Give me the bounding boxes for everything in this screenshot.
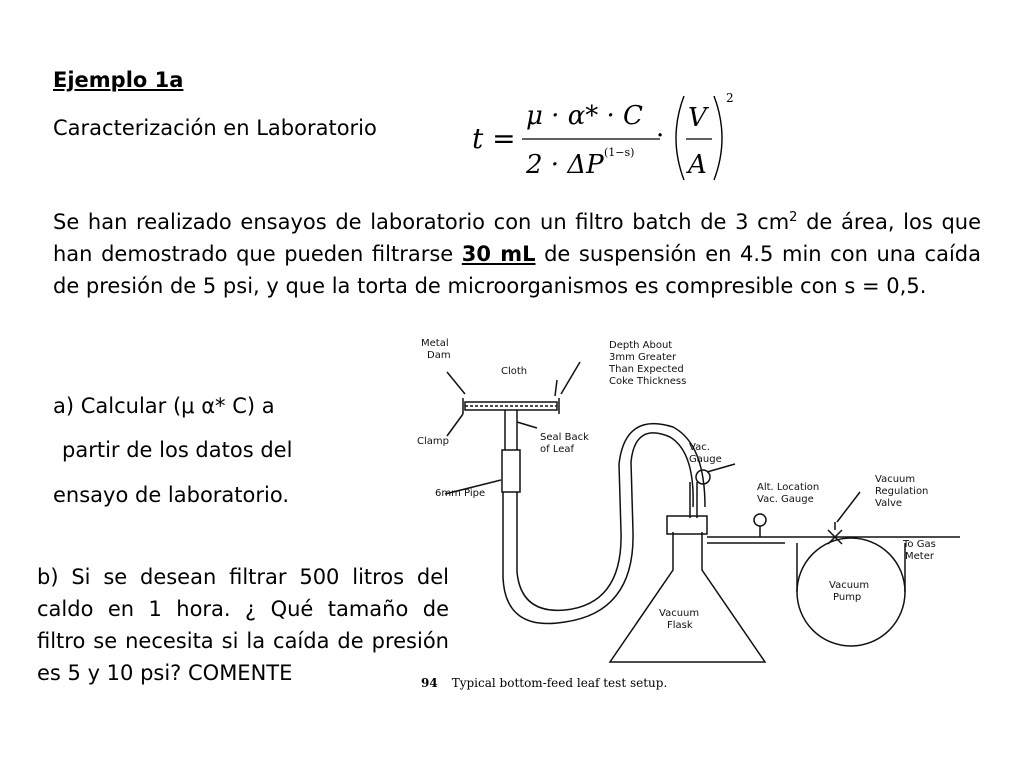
formula-lhs: t = bbox=[472, 122, 516, 155]
label-vac-gauge-1: Vac. bbox=[689, 442, 710, 453]
label-flask-2: Flask bbox=[667, 620, 693, 631]
paragraph-part-3: de suspensión en 4.5 min con una caída de presión de 5 psi, y que la torta de microorganismos es compresible con s = 0,5. bbox=[53, 242, 981, 298]
label-depth-4: Coke Thickness bbox=[609, 376, 687, 387]
example-title: Ejemplo 1a bbox=[53, 68, 184, 92]
label-gas-1: To Gas bbox=[903, 539, 936, 550]
label-seal-2: of Leaf bbox=[540, 444, 575, 455]
label-pipe: 6mm Pipe bbox=[435, 488, 486, 499]
label-reg-1: Vacuum bbox=[875, 474, 916, 485]
label-metal-dam-1: Metal bbox=[421, 338, 449, 349]
subtitle: Caracterización en Laboratorio bbox=[53, 116, 377, 140]
label-cloth: Cloth bbox=[501, 366, 528, 377]
figure-caption bbox=[421, 676, 667, 690]
formula-v: V bbox=[688, 103, 707, 133]
leaf-test-setup-diagram bbox=[405, 332, 965, 677]
question-a-line-3: ensayo de laboratorio. bbox=[53, 483, 290, 507]
formula-a: A bbox=[688, 150, 707, 180]
label-clamp: Clamp bbox=[417, 436, 449, 447]
label-vac-gauge-2: Gauge bbox=[689, 454, 722, 465]
label-seal-1: Seal Back bbox=[540, 432, 589, 443]
paragraph-part-2: de área, los que han demostrado que pueden filtrarse bbox=[53, 210, 982, 266]
label-depth-3: Than Expected bbox=[609, 364, 684, 375]
paragraph-underlined-volume: 30 mL bbox=[461, 242, 536, 266]
figure-number: 94 bbox=[421, 676, 438, 690]
filtration-time-formula bbox=[470, 88, 750, 188]
formula-numerator: μ · α* · C bbox=[526, 101, 643, 131]
question-a-line-1: a) Calcular (μ α* C) a bbox=[53, 394, 275, 418]
formula-denominator: 2 · ΔP bbox=[526, 150, 604, 180]
paragraph-superscript: 2 bbox=[789, 210, 798, 225]
label-pump-2: Pump bbox=[833, 592, 862, 603]
label-depth-1: Depth About bbox=[609, 340, 673, 351]
figure-caption-text: Typical bottom-feed leaf test setup. bbox=[451, 676, 668, 690]
label-reg-2: Regulation bbox=[875, 486, 929, 497]
label-flask-1: Vacuum bbox=[659, 608, 700, 619]
label-gas-2: Meter bbox=[905, 551, 934, 562]
label-alt-1: Alt. Location bbox=[757, 482, 820, 493]
problem-paragraph bbox=[53, 202, 981, 302]
label-reg-3: Valve bbox=[875, 498, 903, 509]
label-alt-2: Vac. Gauge bbox=[757, 494, 814, 505]
label-pump-1: Vacuum bbox=[829, 580, 870, 591]
question-b: b) Si se desean filtrar 500 litros del caldo en 1 hora. ¿ Qué tamaño de filtro se necesita si la caída de presión es 5 y 10 psi? COMENTE bbox=[37, 565, 449, 685]
paragraph-part-1: Se han realizado ensayos de laboratorio con un filtro batch de 3 cm bbox=[53, 210, 790, 234]
label-depth-2: 3mm Greater bbox=[609, 352, 677, 363]
question-a-line-2: partir de los datos del bbox=[62, 438, 293, 462]
label-metal-dam-2: Dam bbox=[427, 350, 451, 361]
formula-exponent: (1−s) bbox=[604, 146, 635, 159]
formula-dot: · bbox=[656, 121, 665, 151]
formula-power: 2 bbox=[726, 91, 734, 105]
